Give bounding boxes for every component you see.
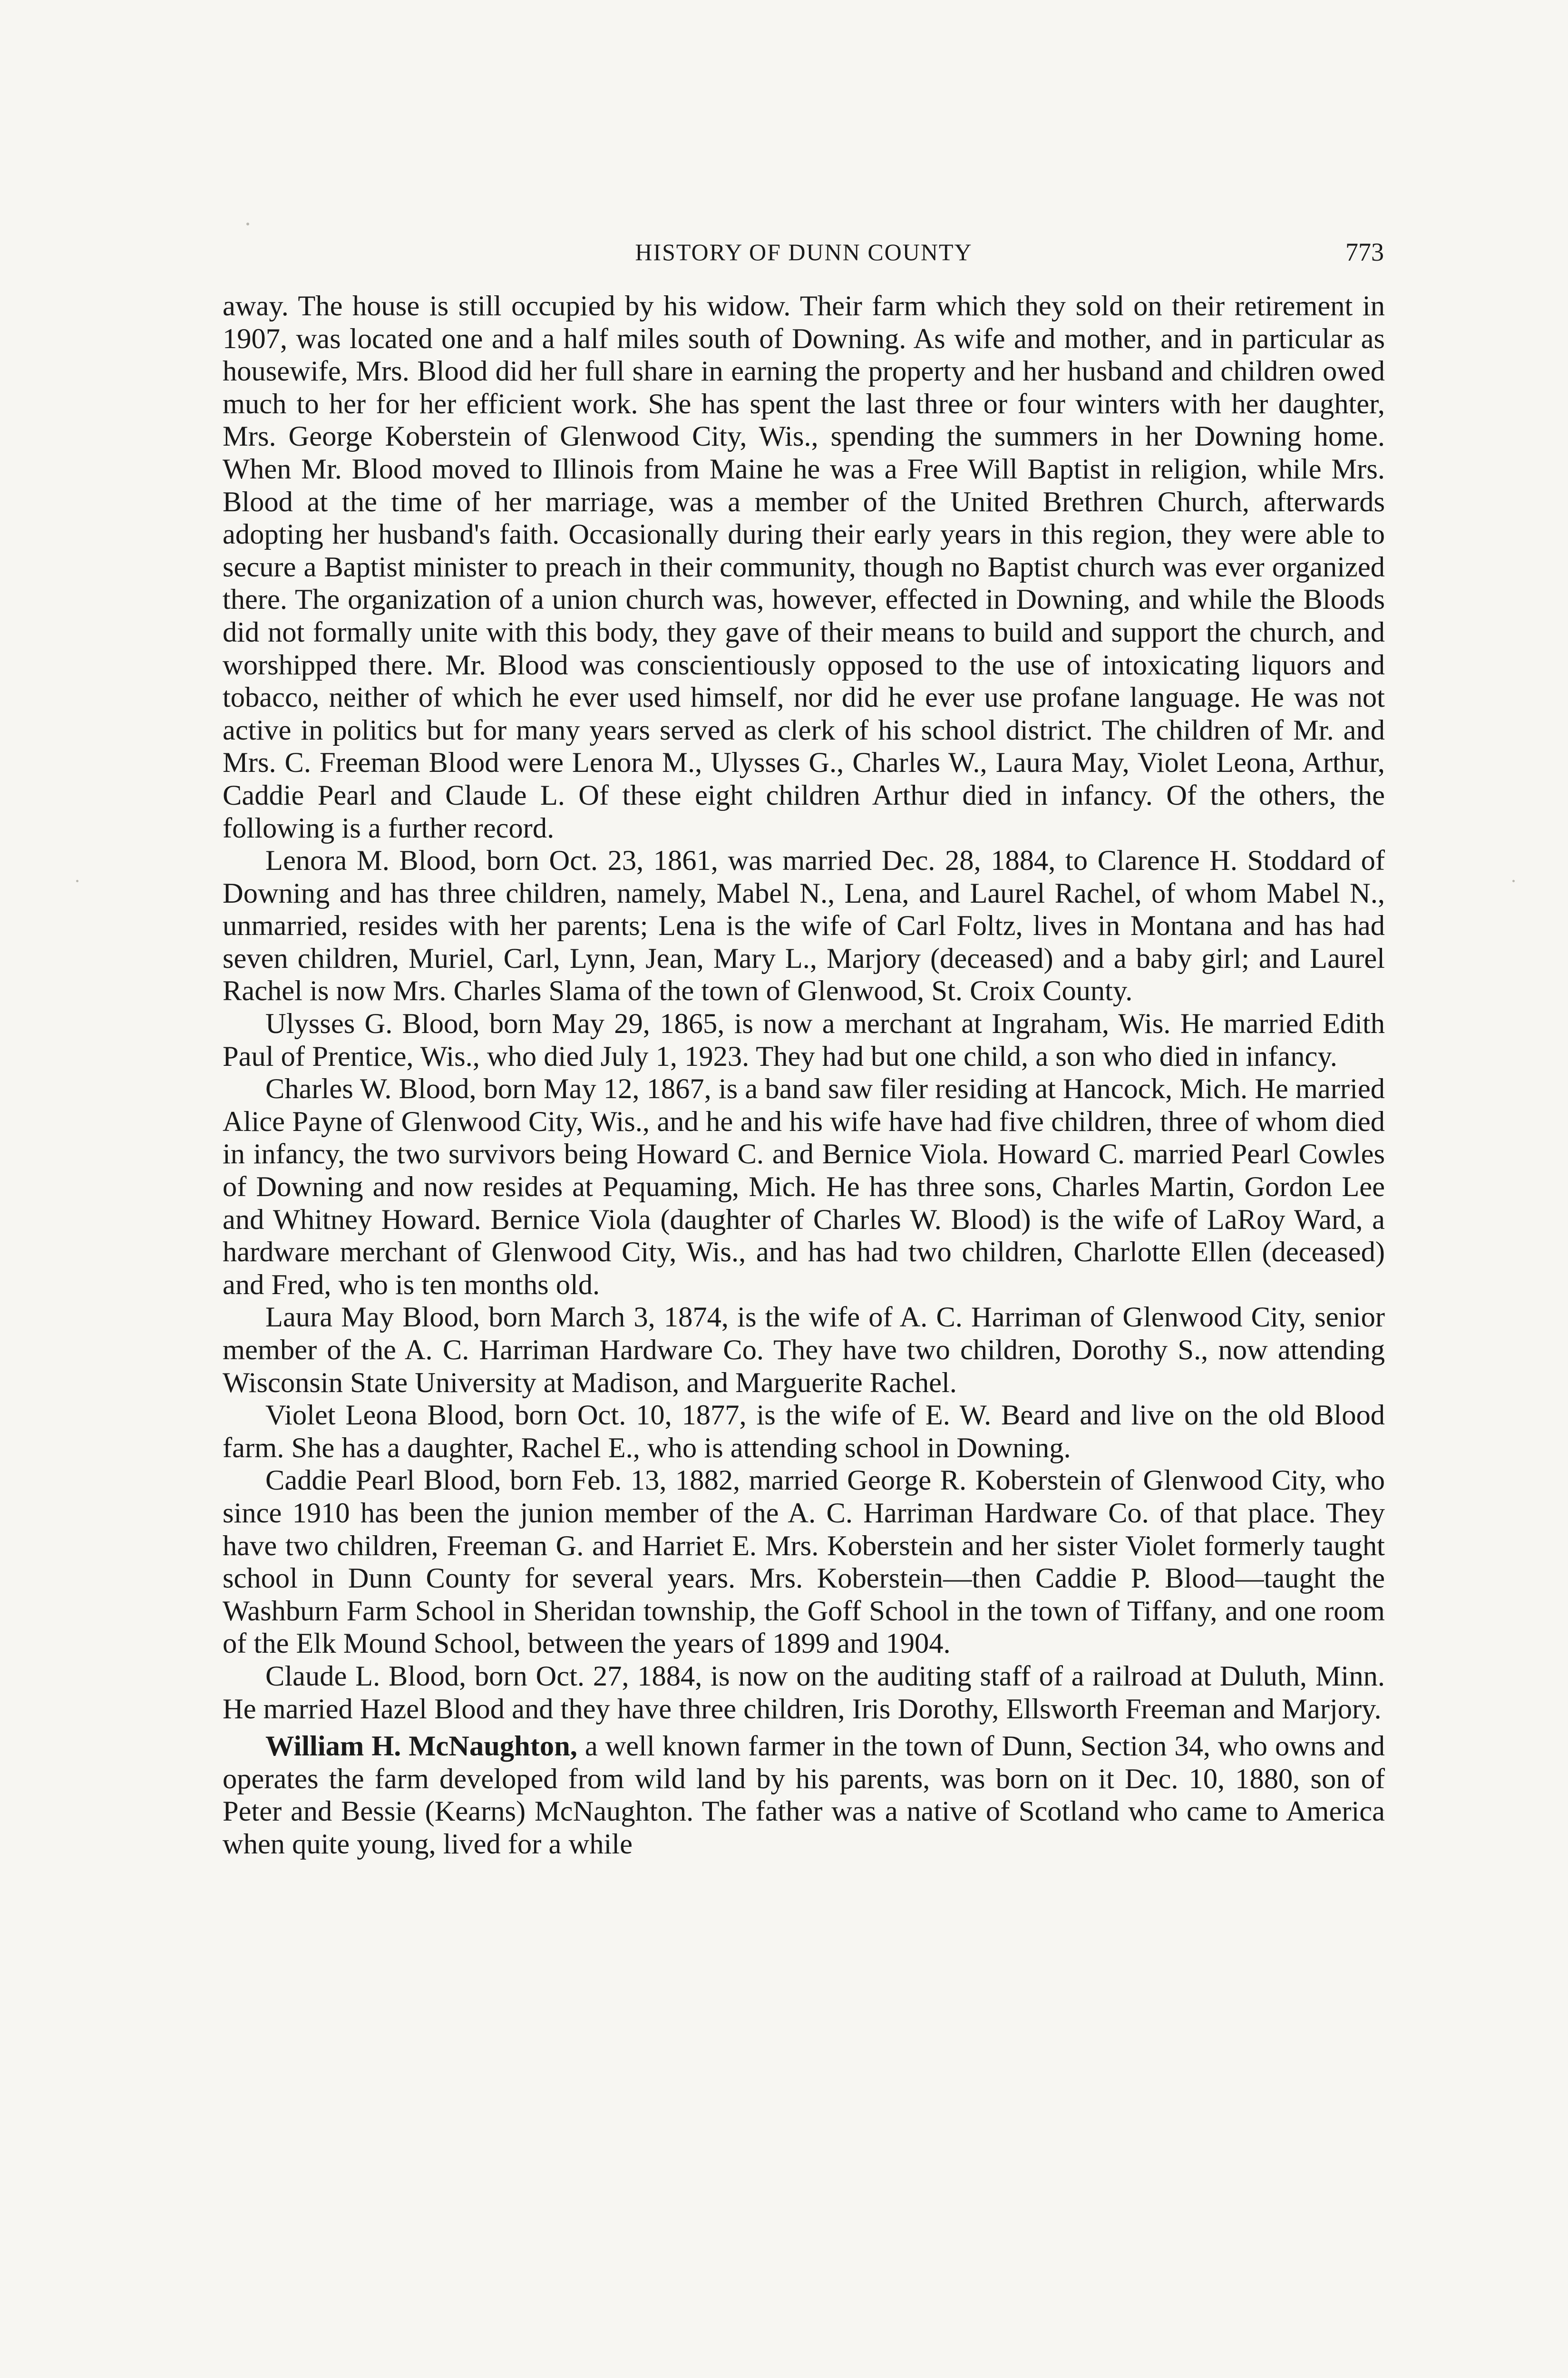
paragraph-ulysses-blood: Ulysses G. Blood, born May 29, 1865, is now a merchant at Ingraham, Wis. He married Edith Paul of Prentice, Wis., who died July 1, 1923. They had but one child, a son who died in infancy. — [223, 1008, 1385, 1072]
running-title: HISTORY OF DUNN COUNTY — [635, 239, 973, 265]
paragraph-lenora-blood: Lenora M. Blood, born Oct. 23, 1861, was married Dec. 28, 1884, to Clarence H. Stoddard of Downing and has three children, namely, Mabel N., Lena, and Laurel Rachel, of whom Mabel N., unmarried, resides with her parents; Lena is the wife of Carl Foltz, lives in Montana and has had seven children, Muriel, Carl, Lynn, Jean, Mary L., Marjory (deceased) and a baby girl; and Laurel Rachel is now Mrs. Charles Slama of the town of Glenwood, St. Croix County. — [223, 845, 1385, 1007]
paragraph-violet-blood: Violet Leona Blood, born Oct. 10, 1877, is the wife of E. W. Beard and live on the old Blood farm. She has a daughter, Rachel E., who is attending school in Downing. — [223, 1399, 1385, 1464]
paragraph-caddie-blood: Caddie Pearl Blood, born Feb. 13, 1882, married George R. Koberstein of Glenwood City, who since 1910 has been the junion member of the A. C. Harriman Hardware Co. of that place. They have two children, Freeman G. and Harriet E. Mrs. Koberstein and her sister Violet formerly taught school in Dunn County for several years. Mrs. Koberstein—then Caddie P. Blood—taught the Washburn Farm School in Sheridan township, the Goff School in the town of Tiffany, and one room of the Elk Mound School, between the years of 1899 and 1904. — [223, 1464, 1385, 1660]
running-head — [224, 235, 1384, 269]
paragraph-mcnaughton — [223, 1730, 1385, 1861]
biography-name: William H. McNaughton, — [265, 1730, 577, 1763]
paper-fleck — [1512, 880, 1515, 882]
paper-fleck — [246, 223, 249, 225]
paragraph-claude-blood: Claude L. Blood, born Oct. 27, 1884, is now on the auditing staff of a railroad at Duluth, Minn. He married Hazel Blood and they have three children, Iris Dorothy, Ellsworth Freeman and Marjory. — [223, 1660, 1385, 1725]
paragraph-laura-blood: Laura May Blood, born March 3, 1874, is the wife of A. C. Harriman of Glenwood City, senior member of the A. C. Harriman Hardware Co. They have two children, Dorothy S., now attending Wisconsin State University at Madison, and Marguerite Rachel. — [223, 1301, 1385, 1399]
paper-fleck — [76, 880, 78, 882]
body-text — [223, 290, 1385, 1861]
paragraph-blood-family: away. The house is still occupied by his widow. Their farm which they sold on their retirement in 1907, was located one and a half miles south of Downing. As wife and mother, and in particular as housewife, Mrs. Blood did her full share in earning the property and her husband and children owed much to her for her efficient work. She has spent the last three or four winters with her daughter, Mrs. George Koberstein of Glenwood City, Wis., spending the summers in her Downing home. When Mr. Blood moved to Illinois from Maine he was a Free Will Baptist in religion, while Mrs. Blood at the time of her marriage, was a member of the United Brethren Church, afterwards adopting her husband's faith. Occasionally during their early years in this region, they were able to secure a Baptist minister to preach in their community, though no Baptist church was ever organized there. The organization of a union church was, however, effected in Downing, and while the Bloods did not formally unite with this body, they gave of their means to build and support the church, and worshipped there. Mr. Blood was conscientiously opposed to the use of intoxicating liquors and tobacco, neither of which he ever used himself, nor did he ever use profane language. He was not active in politics but for many years served as clerk of his school district. The children of Mr. and Mrs. C. Freeman Blood were Lenora M., Ulysses G., Charles W., Laura May, Violet Leona, Arthur, Caddie Pearl and Claude L. Of these eight children Arthur died in infancy. Of the others, the following is a further record. — [223, 290, 1385, 844]
paragraph-charles-blood: Charles W. Blood, born May 12, 1867, is a band saw filer residing at Hancock, Mich. He married Alice Payne of Glenwood City, Wis., and he and his wife have had five children, three of whom died in infancy, the two survivors being Howard C. and Bernice Viola. Howard C. married Pearl Cowles of Downing and now resides at Pequaming, Mich. He has three sons, Charles Martin, Gordon Lee and Whitney Howard. Bernice Viola (daughter of Charles W. Blood) is the wife of LaRoy Ward, a hardware merchant of Glenwood City, Wis., and has had two children, Charlotte Ellen (deceased) and Fred, who is ten months old. — [223, 1073, 1385, 1301]
biography-text: a well known farmer in the town of Dunn, Section 34, who owns and operates the farm developed from wild land by his parents, was born on it Dec. 10, 1880, son of Peter and Bessie (Kearns) McNaughton. The father was a native of Scotland who came to America when quite young, lived for a while — [223, 1730, 1385, 1860]
page-number: 773 — [1345, 238, 1384, 266]
